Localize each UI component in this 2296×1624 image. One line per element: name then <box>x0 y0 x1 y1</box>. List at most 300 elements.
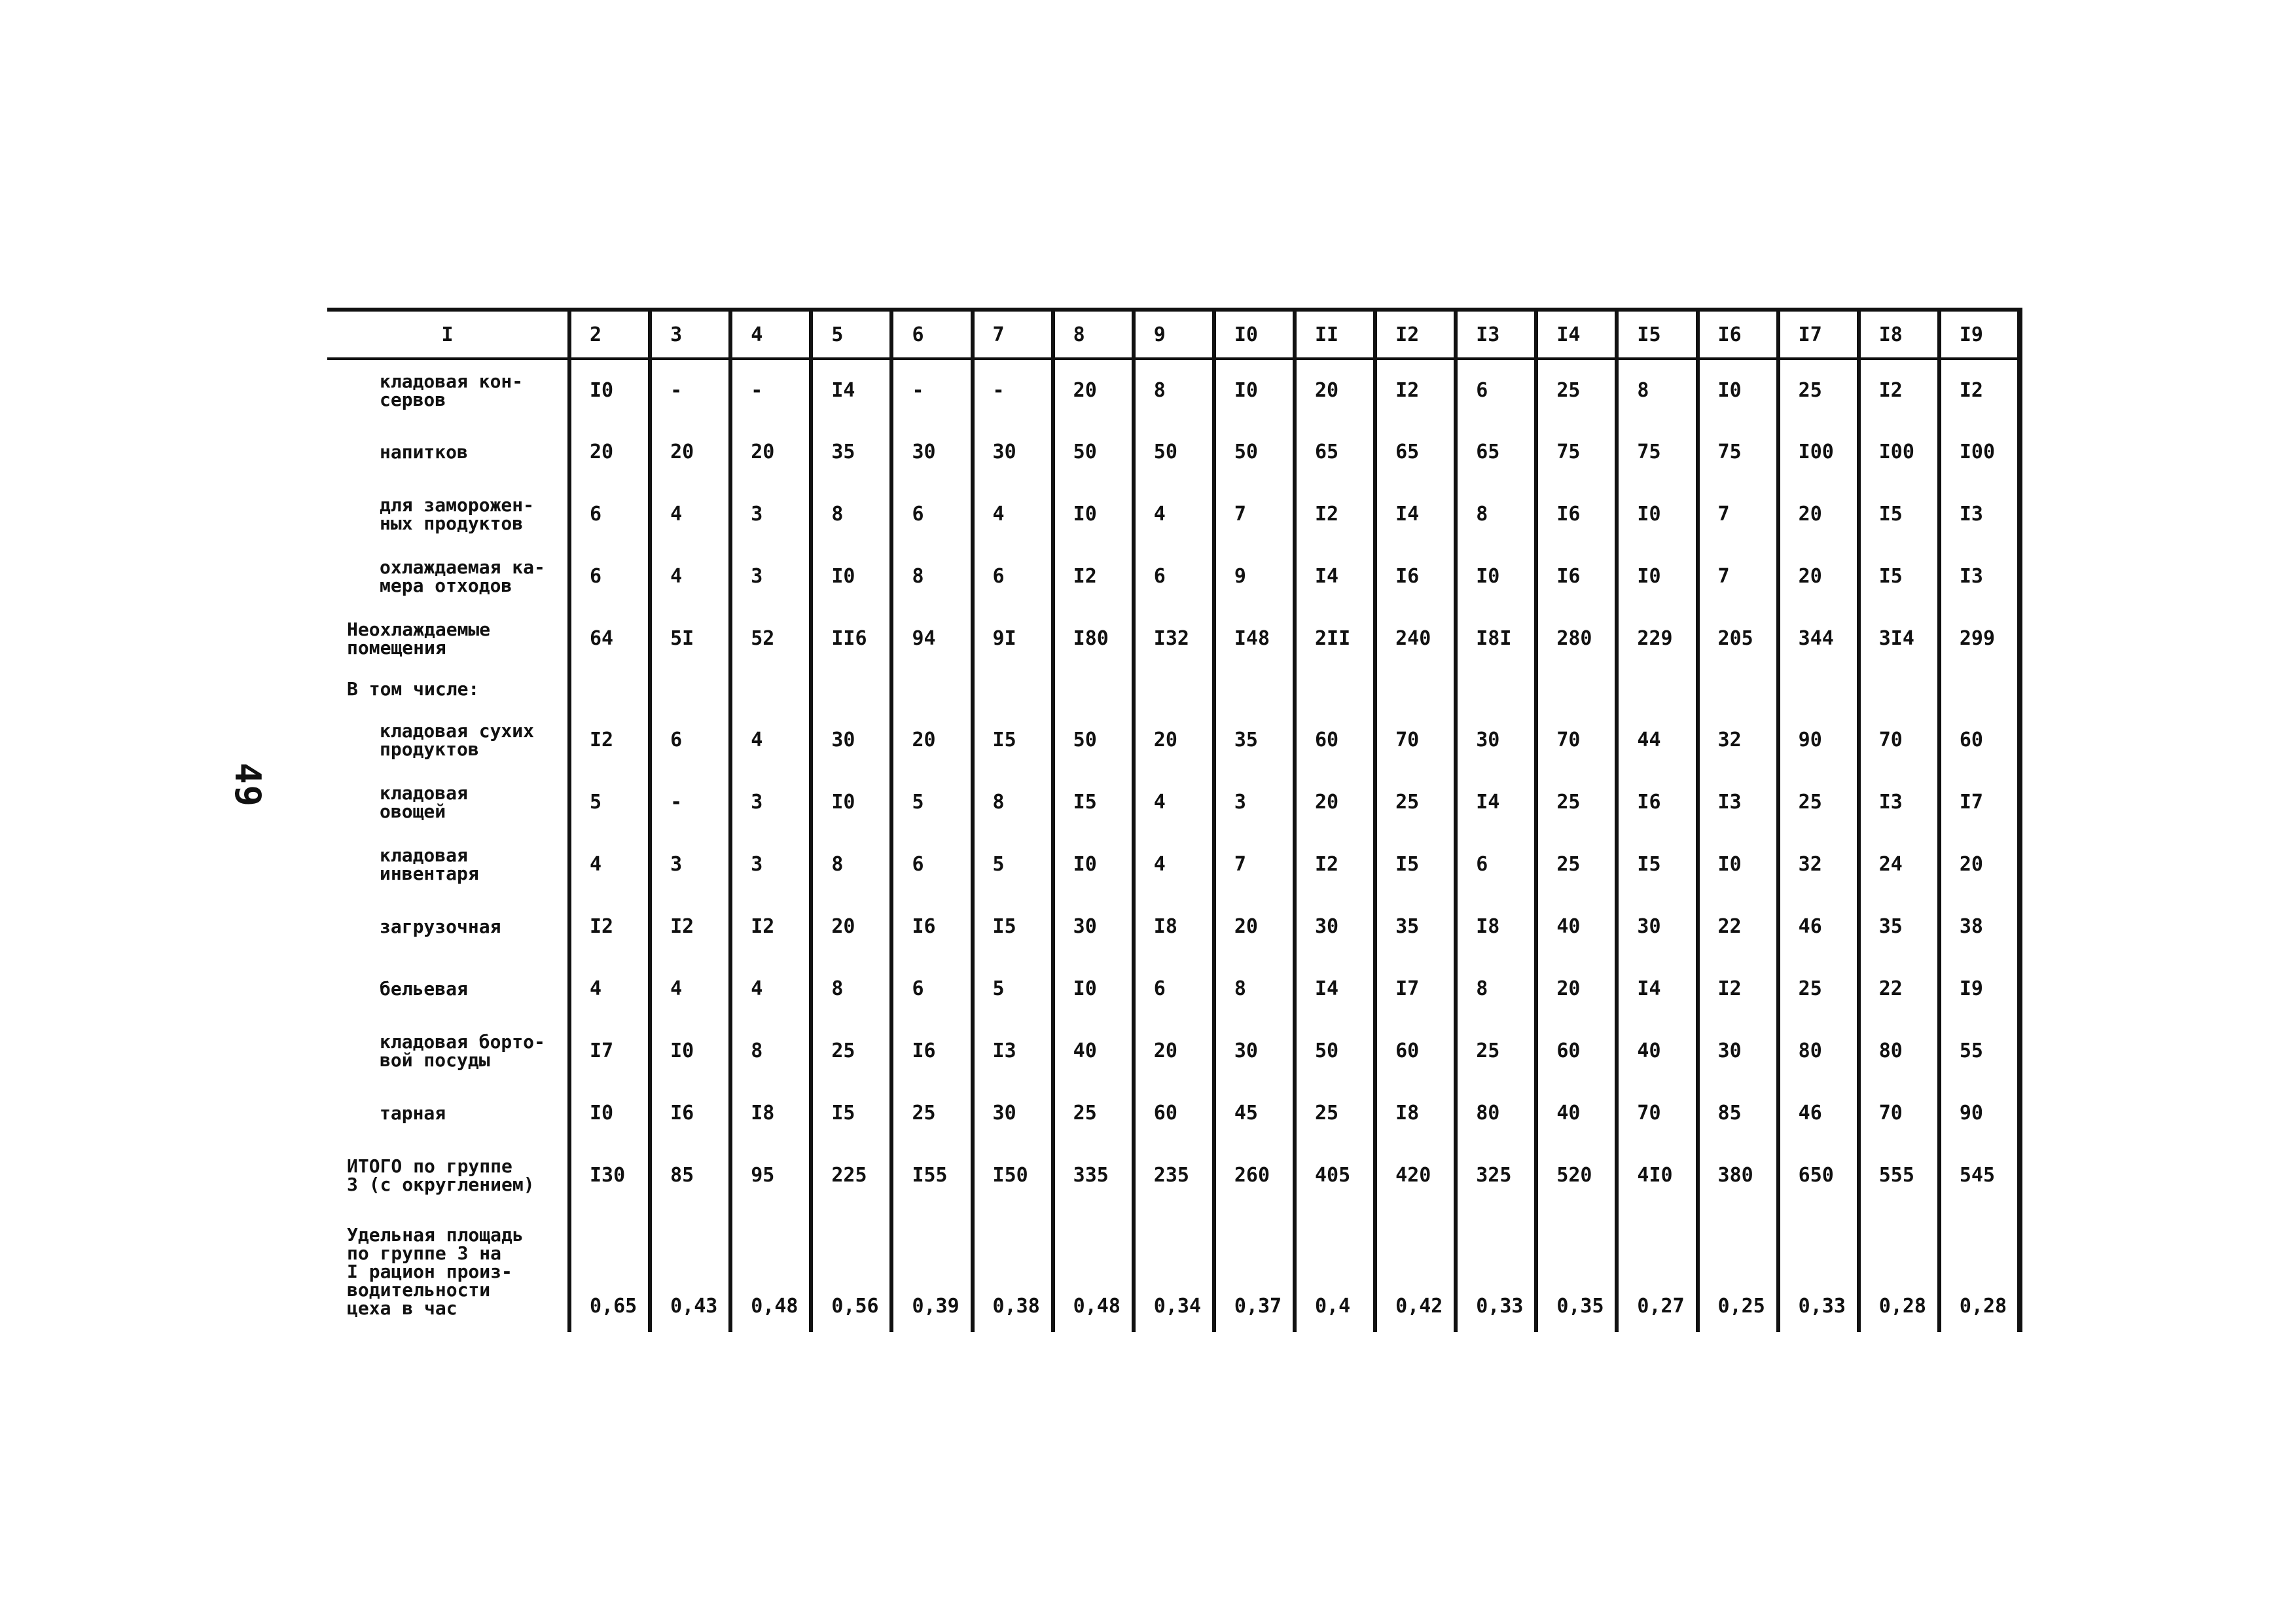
table-cell: I50 <box>973 1144 1053 1206</box>
table-cell: I55 <box>891 1144 972 1206</box>
table-cell: I0 <box>1456 545 1536 607</box>
table-cell: I0 <box>811 771 891 833</box>
table-cell: 65 <box>1375 421 1456 483</box>
table-cell: 6 <box>891 483 972 545</box>
table-row <box>327 895 2020 958</box>
header-cell-18: I9 <box>1939 310 2020 359</box>
table-cell: I6 <box>891 1020 972 1082</box>
table-row <box>327 421 2020 483</box>
table-cell: 40 <box>1053 1020 1134 1082</box>
data-table <box>327 308 2022 1332</box>
table-cell: 85 <box>1698 1082 1778 1144</box>
table-cell: I32 <box>1134 607 1214 670</box>
table-cell: I6 <box>650 1082 730 1144</box>
table-cell: 8 <box>730 1020 811 1082</box>
table-cell: 75 <box>1698 421 1778 483</box>
table-cell: I8 <box>1456 895 1536 958</box>
header-cell-3: 4 <box>730 310 811 359</box>
table-cell: 8 <box>1617 359 1697 421</box>
table-cell <box>891 670 972 709</box>
table-cell: 25 <box>1778 359 1859 421</box>
table-cell: 8 <box>1456 483 1536 545</box>
table-cell: 30 <box>1295 895 1375 958</box>
table-cell: 60 <box>1134 1082 1214 1144</box>
header-cell-12: I3 <box>1456 310 1536 359</box>
table-cell: 35 <box>811 421 891 483</box>
table-cell: 25 <box>1778 958 1859 1020</box>
table-cell: I2 <box>569 895 650 958</box>
table-cell: 8 <box>973 771 1053 833</box>
header-cell-16: I7 <box>1778 310 1859 359</box>
table-cell: 65 <box>1295 421 1375 483</box>
table-cell: I7 <box>1375 958 1456 1020</box>
table-cell: 22 <box>1698 895 1778 958</box>
table-cell: 205 <box>1698 607 1778 670</box>
row-label: кладовая сухих продуктов <box>380 719 535 760</box>
table-cell: I9 <box>1939 958 2020 1020</box>
table-cell: 25 <box>1295 1082 1375 1144</box>
table-cell: 9I <box>973 607 1053 670</box>
table-cell: I2 <box>1375 359 1456 421</box>
table-cell: 380 <box>1698 1144 1778 1206</box>
table-cell: 30 <box>973 1082 1053 1144</box>
table-cell: 20 <box>1214 895 1295 958</box>
table-cell: 0,56 <box>811 1206 891 1332</box>
table-cell: 30 <box>1053 895 1134 958</box>
table-cell: - <box>730 359 811 421</box>
table-cell: 405 <box>1295 1144 1375 1206</box>
table-cell: 70 <box>1375 709 1456 771</box>
table-cell: 90 <box>1939 1082 2020 1144</box>
header-cell-7: 8 <box>1053 310 1134 359</box>
table-cell: 70 <box>1859 709 1939 771</box>
header-cell-17: I8 <box>1859 310 1939 359</box>
table-cell: I30 <box>569 1144 650 1206</box>
row-label: кладовая овощей <box>380 782 468 822</box>
table-cell: 25 <box>1536 833 1617 895</box>
header-cell-14: I5 <box>1617 310 1697 359</box>
table-cell: I8 <box>1134 895 1214 958</box>
table-cell <box>973 670 1053 709</box>
table-cell: I5 <box>811 1082 891 1144</box>
table-cell: 4 <box>1134 833 1214 895</box>
page-number: 49 <box>227 763 268 808</box>
table-cell <box>1939 670 2020 709</box>
table-cell: 0,37 <box>1214 1206 1295 1332</box>
table-cell: 94 <box>891 607 972 670</box>
table-cell: 6 <box>973 545 1053 607</box>
table-cell: 5 <box>973 833 1053 895</box>
table-row <box>327 709 2020 771</box>
table-row <box>327 958 2020 1020</box>
table-cell: 8 <box>811 483 891 545</box>
table-cell: 52 <box>730 607 811 670</box>
table-row <box>327 607 2020 670</box>
table-cell: 0,27 <box>1617 1206 1697 1332</box>
table-cell: I2 <box>1295 833 1375 895</box>
table-cell: 85 <box>650 1144 730 1206</box>
table-cell: 4 <box>650 545 730 607</box>
table-cell: I5 <box>1053 771 1134 833</box>
table-cell: I0 <box>569 359 650 421</box>
table-cell: I0 <box>650 1020 730 1082</box>
data-table-container <box>327 308 2022 1319</box>
table-cell: 40 <box>1536 895 1617 958</box>
table-cell: 5 <box>973 958 1053 1020</box>
table-cell: 20 <box>1053 359 1134 421</box>
table-cell: 3 <box>1214 771 1295 833</box>
row-label: загрузочная <box>380 915 501 937</box>
table-cell: 50 <box>1053 421 1134 483</box>
table-row <box>327 1144 2020 1206</box>
table-row <box>327 670 2020 709</box>
table-cell: 25 <box>891 1082 972 1144</box>
table-cell: II6 <box>811 607 891 670</box>
table-cell: I8 <box>730 1082 811 1144</box>
table-cell: 40 <box>1536 1082 1617 1144</box>
header-cell-11: I2 <box>1375 310 1456 359</box>
table-cell: I2 <box>569 709 650 771</box>
header-cell-4: 5 <box>811 310 891 359</box>
table-cell: 4 <box>973 483 1053 545</box>
table-cell: 50 <box>1053 709 1134 771</box>
table-cell: 25 <box>1536 771 1617 833</box>
table-cell: 8 <box>1456 958 1536 1020</box>
table-cell: 0,38 <box>973 1206 1053 1332</box>
table-cell: 5 <box>891 771 972 833</box>
table-cell: I2 <box>1295 483 1375 545</box>
table-cell: 229 <box>1617 607 1697 670</box>
table-cell: I5 <box>973 895 1053 958</box>
table-cell: 32 <box>1778 833 1859 895</box>
table-cell: I8I <box>1456 607 1536 670</box>
table-cell: 50 <box>1295 1020 1375 1082</box>
table-cell: I0 <box>1214 359 1295 421</box>
row-label: для заморожен- ных продуктов <box>380 494 535 534</box>
table-cell: 520 <box>1536 1144 1617 1206</box>
table-cell: 3 <box>730 833 811 895</box>
table-cell: 8 <box>811 958 891 1020</box>
table-cell: 6 <box>1134 545 1214 607</box>
table-cell: 70 <box>1859 1082 1939 1144</box>
header-cell-1: 2 <box>569 310 650 359</box>
table-cell: - <box>650 359 730 421</box>
table-cell: 50 <box>1134 421 1214 483</box>
table-cell: 8 <box>891 545 972 607</box>
header-cell-10: II <box>1295 310 1375 359</box>
table-cell: 75 <box>1617 421 1697 483</box>
table-body <box>327 359 2020 1332</box>
table-cell: 0,28 <box>1859 1206 1939 1332</box>
table-cell: 46 <box>1778 895 1859 958</box>
table-row <box>327 1206 2020 1332</box>
row-label: кладовая борто- вой посуды <box>380 1030 545 1071</box>
table-cell: 4 <box>1134 483 1214 545</box>
row-label: Неохлаждаемые помещения <box>347 618 491 659</box>
table-cell: 20 <box>1295 359 1375 421</box>
table-cell <box>1698 670 1778 709</box>
table-cell <box>1053 670 1134 709</box>
table-cell: I2 <box>730 895 811 958</box>
table-cell: I6 <box>1536 545 1617 607</box>
table-cell: 6 <box>650 709 730 771</box>
table-cell: I0 <box>569 1082 650 1144</box>
table-cell: 20 <box>1134 1020 1214 1082</box>
table-row <box>327 545 2020 607</box>
table-cell: I6 <box>1617 771 1697 833</box>
table-cell: 6 <box>891 833 972 895</box>
table-row <box>327 483 2020 545</box>
table-cell: 20 <box>811 895 891 958</box>
table-cell: I0 <box>1698 833 1778 895</box>
row-label: кладовая кон- сервов <box>380 370 524 410</box>
table-cell: I6 <box>1375 545 1456 607</box>
table-cell: I00 <box>1859 421 1939 483</box>
table-cell: 4 <box>569 833 650 895</box>
table-row <box>327 359 2020 421</box>
table-cell: 25 <box>1778 771 1859 833</box>
table-cell: 6 <box>1456 359 1536 421</box>
table-cell: I5 <box>973 709 1053 771</box>
table-cell: 8 <box>1214 958 1295 1020</box>
table-row <box>327 771 2020 833</box>
table-cell: 6 <box>891 958 972 1020</box>
table-cell <box>1859 670 1939 709</box>
table-cell: I4 <box>1295 958 1375 1020</box>
table-cell: I2 <box>1698 958 1778 1020</box>
table-cell: 280 <box>1536 607 1617 670</box>
table-cell: 20 <box>1778 545 1859 607</box>
table-cell: 25 <box>1456 1020 1536 1082</box>
table-cell: I5 <box>1617 833 1697 895</box>
table-cell: 30 <box>1214 1020 1295 1082</box>
table-cell: 0,48 <box>1053 1206 1134 1332</box>
table-cell: 0,34 <box>1134 1206 1214 1332</box>
header-cell-9: I0 <box>1214 310 1295 359</box>
header-cell-2: 3 <box>650 310 730 359</box>
table-cell: 35 <box>1375 895 1456 958</box>
table-cell: - <box>650 771 730 833</box>
table-cell: 3 <box>730 545 811 607</box>
table-cell: I3 <box>1939 545 2020 607</box>
table-cell: 35 <box>1214 709 1295 771</box>
table-cell: 80 <box>1859 1020 1939 1082</box>
table-row <box>327 833 2020 895</box>
table-cell: 260 <box>1214 1144 1295 1206</box>
table-cell: 75 <box>1536 421 1617 483</box>
table-cell: 50 <box>1214 421 1295 483</box>
table-cell: 60 <box>1375 1020 1456 1082</box>
table-cell <box>569 670 650 709</box>
table-cell <box>1456 670 1536 709</box>
table-cell: I4 <box>1617 958 1697 1020</box>
table-cell: 4 <box>650 483 730 545</box>
table-cell: 7 <box>1698 545 1778 607</box>
table-cell: I2 <box>1053 545 1134 607</box>
table-cell: 44 <box>1617 709 1697 771</box>
table-cell: 0,48 <box>730 1206 811 1332</box>
table-cell: 2II <box>1295 607 1375 670</box>
table-cell: I4 <box>1295 545 1375 607</box>
table-cell: 20 <box>1134 709 1214 771</box>
table-cell: 545 <box>1939 1144 2020 1206</box>
table-cell: - <box>891 359 972 421</box>
table-cell: 70 <box>1536 709 1617 771</box>
table-cell: 650 <box>1778 1144 1859 1206</box>
table-cell: 325 <box>1456 1144 1536 1206</box>
row-label: В том числе: <box>347 678 480 700</box>
table-cell: 65 <box>1456 421 1536 483</box>
header-cell-8: 9 <box>1134 310 1214 359</box>
row-label: напитков <box>380 441 468 463</box>
header-row <box>327 310 2020 359</box>
table-cell: 3I4 <box>1859 607 1939 670</box>
table-cell: 6 <box>1456 833 1536 895</box>
table-cell: 38 <box>1939 895 2020 958</box>
table-cell <box>1778 670 1859 709</box>
table-cell: I4 <box>811 359 891 421</box>
table-cell: 3 <box>650 833 730 895</box>
table-cell: 25 <box>811 1020 891 1082</box>
header-cell-6: 7 <box>973 310 1053 359</box>
table-cell: 5 <box>569 771 650 833</box>
table-cell: 7 <box>1214 833 1295 895</box>
table-cell: 20 <box>569 421 650 483</box>
table-cell: I0 <box>1617 545 1697 607</box>
table-cell: 35 <box>1859 895 1939 958</box>
table-cell: 64 <box>569 607 650 670</box>
table-cell: I80 <box>1053 607 1134 670</box>
table-cell: 7 <box>1214 483 1295 545</box>
table-cell: 55 <box>1939 1020 2020 1082</box>
table-cell: I3 <box>973 1020 1053 1082</box>
row-label: Удельная площадь по группе 3 на I рацион произ- водительности цеха в час <box>347 1224 524 1319</box>
table-cell: 80 <box>1778 1020 1859 1082</box>
table-cell: 4I0 <box>1617 1144 1697 1206</box>
table-cell: I3 <box>1939 483 2020 545</box>
table-cell: 0,25 <box>1698 1206 1778 1332</box>
table-cell: 20 <box>1778 483 1859 545</box>
table-cell: 4 <box>1134 771 1214 833</box>
table-cell: 22 <box>1859 958 1939 1020</box>
table-cell: I00 <box>1939 421 2020 483</box>
table-cell: 6 <box>569 545 650 607</box>
table-cell <box>1617 670 1697 709</box>
header-cell-13: I4 <box>1536 310 1617 359</box>
table-cell: 20 <box>1939 833 2020 895</box>
table-cell <box>811 670 891 709</box>
table-cell: 70 <box>1617 1082 1697 1144</box>
table-cell: 4 <box>730 958 811 1020</box>
table-cell: I0 <box>1053 483 1134 545</box>
table-cell: 80 <box>1456 1082 1536 1144</box>
table-cell: 0,4 <box>1295 1206 1375 1332</box>
table-cell: 30 <box>973 421 1053 483</box>
table-cell: I5 <box>1859 545 1939 607</box>
table-cell <box>1134 670 1214 709</box>
table-cell: 60 <box>1295 709 1375 771</box>
table-cell: 9 <box>1214 545 1295 607</box>
table-cell: 299 <box>1939 607 2020 670</box>
row-label: охлаждаемая ка- мера отходов <box>380 556 545 596</box>
table-cell: - <box>973 359 1053 421</box>
table-cell: I4 <box>1375 483 1456 545</box>
table-cell: I4 <box>1456 771 1536 833</box>
table-cell <box>650 670 730 709</box>
table-cell: 0,42 <box>1375 1206 1456 1332</box>
table-cell: 4 <box>569 958 650 1020</box>
table-cell: 235 <box>1134 1144 1214 1206</box>
table-cell: 335 <box>1053 1144 1134 1206</box>
table-cell: 0,43 <box>650 1206 730 1332</box>
table-cell <box>1536 670 1617 709</box>
table-row <box>327 1082 2020 1144</box>
row-label: бельевая <box>380 977 468 1000</box>
table-cell: I6 <box>891 895 972 958</box>
table-cell: I2 <box>650 895 730 958</box>
table-cell: 7 <box>1698 483 1778 545</box>
row-label: тарная <box>380 1102 446 1124</box>
table-cell: 4 <box>730 709 811 771</box>
table-cell: 32 <box>1698 709 1778 771</box>
table-cell: 30 <box>1617 895 1697 958</box>
table-cell: 25 <box>1053 1082 1134 1144</box>
table-cell: 0,65 <box>569 1206 650 1332</box>
row-label: кладовая инвентаря <box>380 844 479 884</box>
table-cell: 30 <box>891 421 972 483</box>
table-cell: 8 <box>811 833 891 895</box>
table-cell: I3 <box>1859 771 1939 833</box>
table-cell: 30 <box>811 709 891 771</box>
table-cell: I0 <box>1053 958 1134 1020</box>
table-cell: 60 <box>1939 709 2020 771</box>
table-cell: I2 <box>1859 359 1939 421</box>
table-cell: I6 <box>1536 483 1617 545</box>
table-cell: 25 <box>1536 359 1617 421</box>
table-cell: 3 <box>730 771 811 833</box>
table-cell: 0,39 <box>891 1206 972 1332</box>
table-cell: 40 <box>1617 1020 1697 1082</box>
table-cell: 240 <box>1375 607 1456 670</box>
table-cell <box>1375 670 1456 709</box>
table-cell: I3 <box>1698 771 1778 833</box>
table-cell: 6 <box>569 483 650 545</box>
header-cell-5: 6 <box>891 310 972 359</box>
table-cell: I0 <box>1053 833 1134 895</box>
table-cell: I2 <box>1939 359 2020 421</box>
table-cell: 20 <box>1295 771 1375 833</box>
table-cell: 25 <box>1375 771 1456 833</box>
table-cell: 46 <box>1778 1082 1859 1144</box>
table-cell: 24 <box>1859 833 1939 895</box>
table-cell: I0 <box>1698 359 1778 421</box>
table-cell: 20 <box>1536 958 1617 1020</box>
table-cell: I5 <box>1859 483 1939 545</box>
table-cell: I0 <box>811 545 891 607</box>
table-cell: I7 <box>569 1020 650 1082</box>
table-cell: I0 <box>1617 483 1697 545</box>
table-cell: 3 <box>730 483 811 545</box>
table-cell: 45 <box>1214 1082 1295 1144</box>
table-cell: I00 <box>1778 421 1859 483</box>
table-cell: I48 <box>1214 607 1295 670</box>
table-cell: 0,28 <box>1939 1206 2020 1332</box>
table-cell <box>1214 670 1295 709</box>
header-cell-label: I <box>327 310 569 359</box>
table-cell: I8 <box>1375 1082 1456 1144</box>
row-label: ИТОГО по группе 3 (с округлением) <box>347 1155 535 1195</box>
table-cell: 0,35 <box>1536 1206 1617 1332</box>
